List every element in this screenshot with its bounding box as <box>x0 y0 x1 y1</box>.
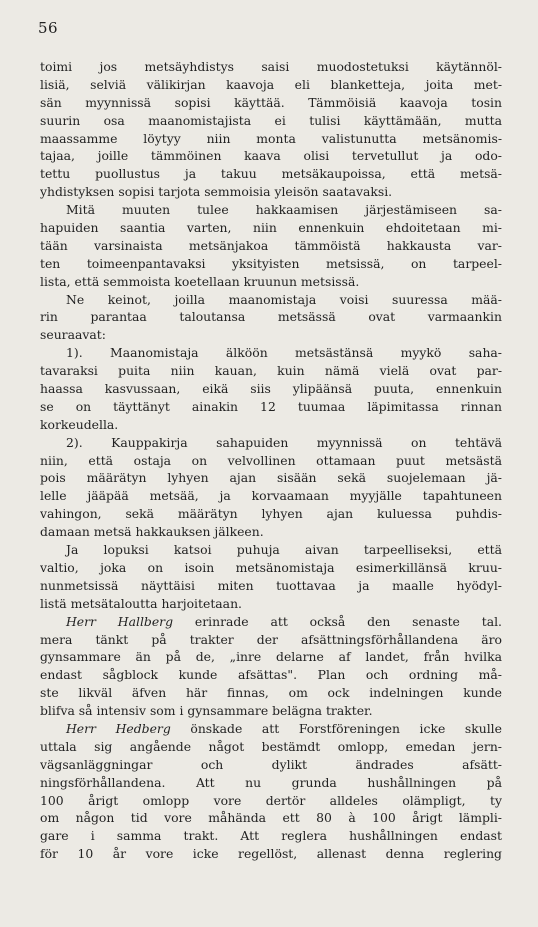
text-line: tavaraksi puita niin kauan, kuin nämä vielä ovat par- <box>40 363 502 379</box>
text-line: gare i samma trakt. Att reglera hushållningen endast <box>40 828 502 844</box>
text-line: vägsanläggningar och dylikt ändrades afsätt- <box>40 756 502 772</box>
text-line: 2). Kauppakirja sahapuiden myynnissä on tehtävä <box>66 434 502 450</box>
text-line: lelle jääpää metsää, ja korvaamaan myyjälle tapahtuneen <box>40 488 502 504</box>
text-line: nunmetsissä näyttäisi miten tuottavaa ja maalle hyödyl- <box>40 577 502 593</box>
text-line: pois määrätyn lyhyen ajan sisään sekä suojelemaan jä- <box>40 470 502 486</box>
text-line: korkeudella. <box>40 416 119 432</box>
text-line: 1). Maanomistaja älköön metsästänsä myykö saha- <box>66 345 502 361</box>
text-line: tään varsinaista metsänjakoa tämmöistä hakkausta var- <box>40 237 502 253</box>
text-line: damaan metsä hakkauksen jälkeen. <box>40 524 264 540</box>
text-line: sän myynnissä sopisi käyttää. Tämmöisiä kaavoja tosin <box>40 94 502 110</box>
text-line: lisiä, selviä välikirjan kaavoja eli blanketteja, joita met- <box>40 76 502 92</box>
text-line: gynsammare än på de, „inre delarne af landet, från hvilka <box>40 649 502 665</box>
text-line: se on täyttänyt ainakin 12 tuumaa läpimitassa rinnan <box>40 398 502 414</box>
text-line: niin, että ostaja on velvollinen ottamaan puut metsästä <box>40 452 502 468</box>
text-line: Mitä muuten tulee hakkaamisen järjestämiseen sa- <box>66 202 502 218</box>
text-line: tajaa, joille tämmöinen kaava olisi tervetullut ja odo- <box>40 148 502 164</box>
text-line: yhdistyksen sopisi tarjota semmoisia yleisön saatavaksi. <box>40 184 393 200</box>
text-line: toimi jos metsäyhdistys saisi muodostetuksi käytännöl- <box>40 59 502 74</box>
text-line: seuraavat: <box>40 327 106 343</box>
text-line: vahingon, sekä määrätyn lyhyen ajan kuluessa puhdis- <box>40 506 502 522</box>
text-line: ten toimeenpantavaksi yksityisten metsissä, on tarpeel- <box>40 255 502 271</box>
page-number: 56 <box>38 19 59 37</box>
text-line: lista, että semmoista koetellaan kruunun metsissä. <box>40 273 360 289</box>
text-line: blifva så intensiv som i gynsammare belägna trakter. <box>40 703 373 719</box>
text-line: för 10 år vore icke regellöst, allenast denna reglering <box>40 846 502 862</box>
body-text <box>40 58 502 863</box>
text-line: valtio, joka on isoin metsänomistaja esimerkillänsä kruu- <box>40 559 502 575</box>
text-line: maassamme löytyy niin monta valistunutta metsänomis- <box>40 130 502 146</box>
text-line: tettu puollustus ja takuu metsäkaupoissa, että metsä- <box>40 166 502 182</box>
text-line: endast sågblock kunde afsättas". Plan och ordning må- <box>40 667 502 683</box>
text-line: ste likväl äfven här finnas, om ock indelningen kunde <box>40 685 502 701</box>
text-line: hapuiden saantia varten, niin ennenkuin ehdoitetaan mi- <box>40 220 502 236</box>
text-line: listä metsätaloutta harjoitetaan. <box>40 595 242 611</box>
text-line: Ja lopuksi katsoi puhuja aivan tarpeelliseksi, että <box>66 542 502 558</box>
text-line: haassa kasvussaan, eikä siis ylipäänsä puuta, ennenkuin <box>40 381 502 397</box>
text-line: mera tänkt på trakter der afsättningsförhållandena äro <box>40 631 502 647</box>
text-line: Ne keinot, joilla maanomistaja voisi suuressa mää- <box>66 291 502 307</box>
text-line: Herr Hedberg önskade att Forstföreningen icke skulle <box>66 720 502 736</box>
text-line: om någon tid vore måhända ett 80 à 100 årigt lämpli- <box>40 810 502 826</box>
text-line: uttala sig angående något bestämdt omlopp, emedan jern- <box>40 738 502 754</box>
text-line: rin parantaa taloutansa metsässä ovat varmaankin <box>40 309 502 325</box>
text-line: suurin osa maanomistajista ei tulisi käyttämään, mutta <box>40 112 502 128</box>
text-line: ningsförhållandena. Att nu grunda hushållningen på <box>40 774 502 790</box>
text-line: Herr Hallberg erinrade att också den senaste tal. <box>66 613 502 629</box>
text-line: 100 årigt omlopp vore dertör alldeles olämpligt, ty <box>40 792 502 808</box>
